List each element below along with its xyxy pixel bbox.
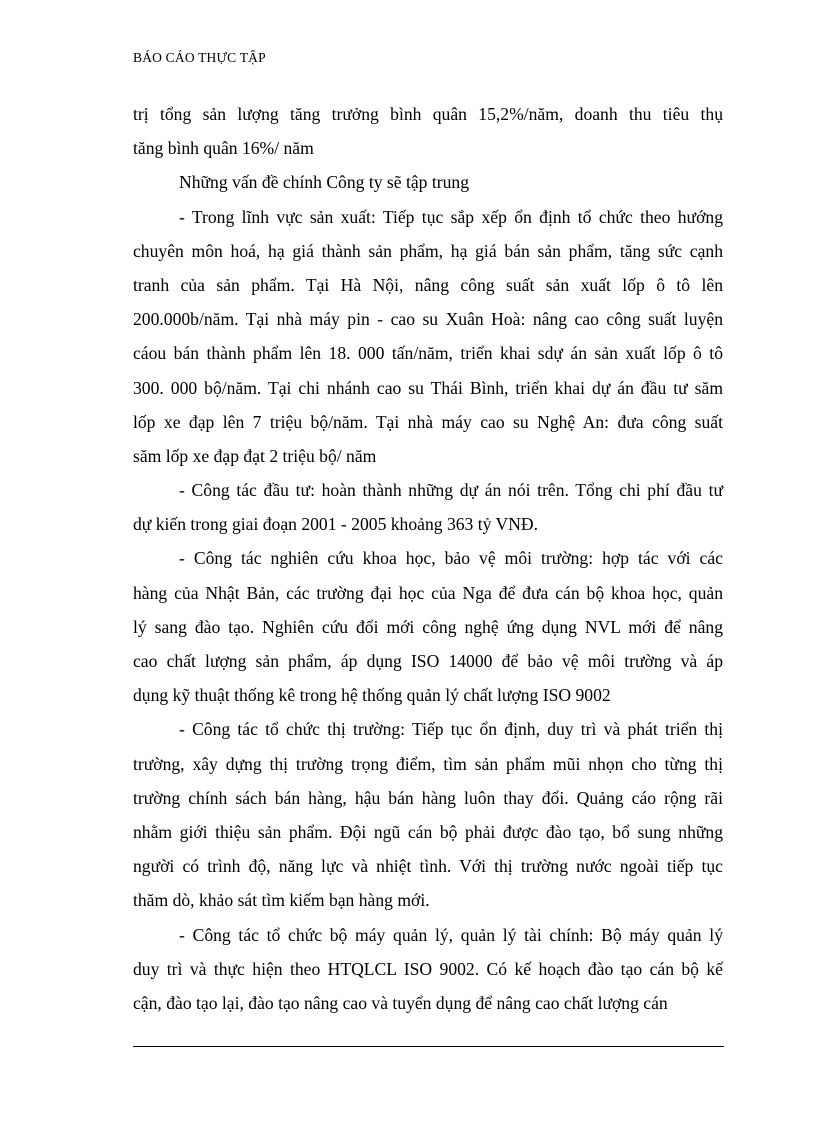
document-body xyxy=(133,97,723,1020)
text-line: trường chính sách bán hàng, hậu bán hàng luôn thay đổi. Quảng cáo rộng rãi xyxy=(133,787,723,808)
text-line: lý sang đào tạo. Nghiên cứu đổi mới công nghệ ứng dụng NVL mới để nâng xyxy=(133,616,723,637)
text-line: người có trình độ, năng lực và nhiệt tình. Với thị trường nước ngoài tiếp tục xyxy=(133,856,723,877)
text-line: Những vấn đề chính Công ty sẽ tập trung xyxy=(179,172,470,193)
text-line: - Công tác nghiên cứu khoa học, bảo vệ môi trường: hợp tác với các xyxy=(179,548,723,569)
text-line: thăm dò, khảo sát tìm kiếm bạn hàng mới. xyxy=(133,890,430,911)
page-header: BÁO CÁO THỰC TẬP xyxy=(133,50,266,65)
text-line: dự kiến trong giai đoạn 2001 - 2005 khoảng 363 tỷ VNĐ. xyxy=(133,514,539,535)
text-line: - Công tác tổ chức bộ máy quản lý, quản lý tài chính: Bộ máy quản lý xyxy=(179,924,723,945)
text-line: - Công tác đầu tư: hoàn thành những dự án nói trên. Tổng chi phí đầu tư xyxy=(179,480,723,501)
text-line: săm lốp xe đạp đạt 2 triệu bộ/ năm xyxy=(133,445,377,466)
text-line: 200.000b/năm. Tại nhà máy pin - cao su Xuân Hoà: nâng cao công suất luyện xyxy=(133,309,723,330)
text-line: chuyên môn hoá, hạ giá thành sản phẩm, hạ giá bán sản phẩm, tăng sức cạnh xyxy=(133,240,723,261)
footer-rule xyxy=(133,1046,724,1047)
text-line: 300. 000 bộ/năm. Tại chi nhánh cao su Thái Bình, triển khai dự án đầu tư săm xyxy=(133,377,723,398)
text-line: nhằm giới thiệu sản phẩm. Đội ngũ cán bộ phải được đào tạo, bổ sung những xyxy=(133,821,723,842)
text-line: cao chất lượng sản phẩm, áp dụng ISO 14000 để bảo vệ môi trường và áp xyxy=(133,651,723,671)
text-line: lốp xe đạp lên 7 triệu bộ/năm. Tại nhà máy cao su Nghệ An: đưa công suất xyxy=(133,411,723,432)
text-line: tranh của sản phẩm. Tại Hà Nội, nâng công suất sản xuất lốp ô tô lên xyxy=(133,274,723,295)
text-line: hàng của Nhật Bản, các trường đại học của Nga để đưa cán bộ khoa học, quản xyxy=(133,582,723,603)
text-line: cáou bán thành phẩm lên 18. 000 tấn/năm, triển khai sdự án sản xuất lốp ô tô xyxy=(133,343,723,364)
text-line: trị tổng sản lượng tăng trưởng bình quân 15,2%/năm, doanh thu tiêu thụ xyxy=(133,104,723,124)
text-line: tăng bình quân 16%/ năm xyxy=(133,138,314,159)
text-line: trường, xây dựng thị trường trọng điểm, tìm sản phẩm mũi nhọn cho từng thị xyxy=(133,753,723,774)
text-line: dụng kỹ thuật thống kê trong hệ thống quản lý chất lượng ISO 9002 xyxy=(133,685,611,706)
text-line: - Trong lĩnh vực sản xuất: Tiếp tục sắp xếp ổn định tổ chức theo hướng xyxy=(179,206,723,227)
text-line: cận, đào tạo lại, đào tạo nâng cao và tuyển dụng để nâng cao chất lượng cán xyxy=(133,992,668,1013)
text-line: - Công tác tổ chức thị trường: Tiếp tục ổn định, duy trì và phát triển thị xyxy=(179,719,723,740)
text-line: duy trì và thực hiện theo HTQLCL ISO 9002. Có kế hoạch đào tạo cán bộ kế xyxy=(133,958,723,979)
